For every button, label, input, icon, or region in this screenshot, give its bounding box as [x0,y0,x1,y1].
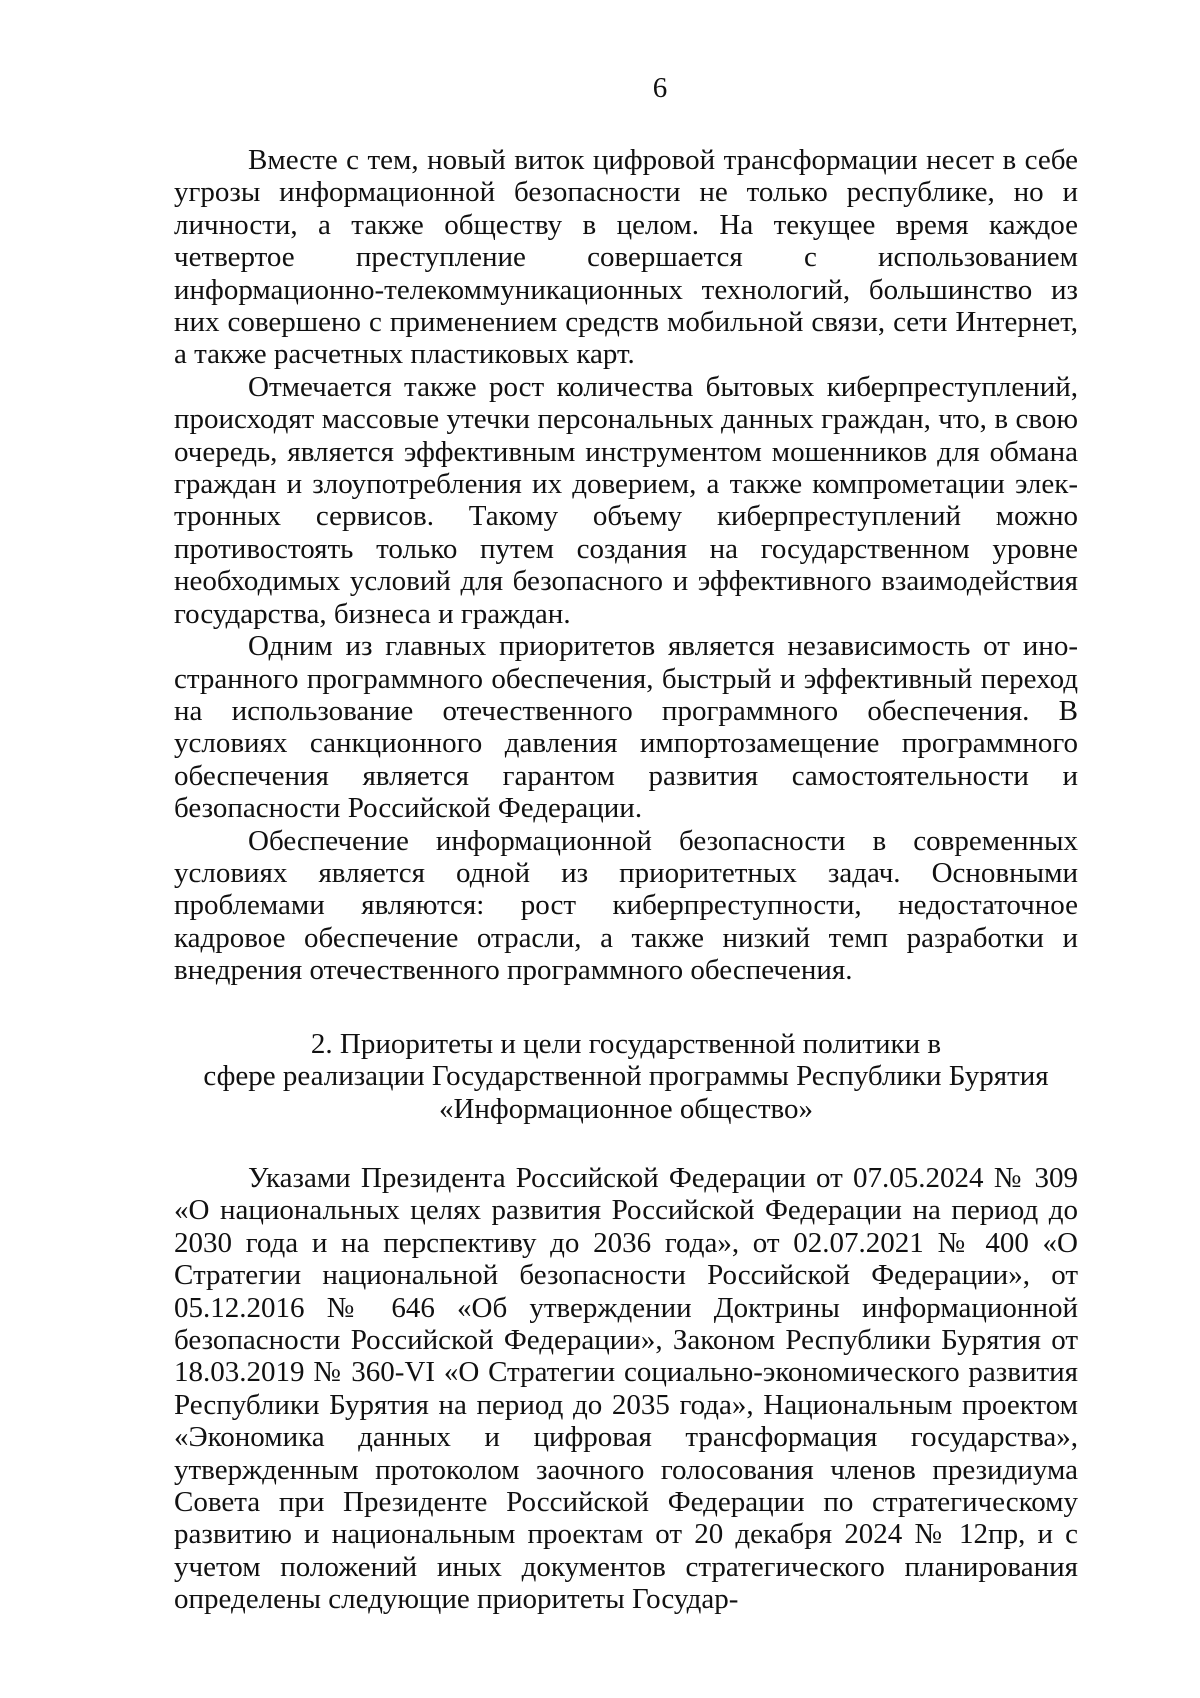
paragraph-digital-threats: Вместе с тем, новый виток цифровой трансформации несет в себе угрозы информационной безопасности не только республике, но и личности, а также обществу в целом. На текущее время каждое четвертое преступление совершается с использованием информационно-телекоммуникационных технологий, большинство из них совершено с применением средств мобильной связи, сети Интернет, а также расчетных пластиковых карт. [174,144,1078,371]
section-heading [174,1028,1078,1125]
paragraph-infosec-problems: Обеспечение информационной безопасности в современных условиях является одной из приоритетных задач. Основными проблемами являются: рост киберпреступности, недостаточное кадровое обеспечение отрасли, а также низкий темп разработки и внедрения отечественного программного обеспечения. [174,824,1078,987]
paragraph-cybercrime-growth: Отмечается также рост количества бытовых киберпреступлений, происходят массовые утечки персональных данных граждан, что, в свою очередь, является эффективным инструментом мошенников для обмана граждан и злоупотребления их доверием, а также компрометации электронных сервисов. Такому объему киберпреступлений можно противостоять только путем создания на государственном уровне необходимых условий для безопасного и эффективного взаимодействия государства, бизнеса и граждан. [174,370,1078,630]
section-heading-line-2: сфере реализации Государственной программы Республики Бурятия [203,1060,1049,1093]
text-block-bottom [174,1162,1078,1616]
paragraph-import-substitution: Одним из главных приоритетов является независимость от иностранного программного обеспечения, быстрый и эффективный переход на использование отечественного программного обеспечения. В условиях санкционного давления импортозамещение программного обеспечения является гарантом развития самостоятельности и безопасности Российской Федерации. [174,630,1078,825]
section-heading-line-1: 2. Приоритеты и цели государственной политики в [310,1028,942,1060]
text-block-top [174,144,1078,987]
paragraph-presidential-decrees: Указами Президента Российской Федерации от 07.05.2024 № 309 «О национальных целях развития Российской Федерации на период до 2030 года и на перспективу до 2036 года», от 02.07.2021 № 400 «О Стратегии национальной безопасности Российской Федерации», от 05.12.2016 № 646 «Об утверждении Доктрины информационной безопасности Российской Федерации», Законом Республики Бурятия от 18.03.2019 № 360-VI «О Стратегии социально-экономического развития Республики Бурятия на период до 2035 года», Национальным проектом «Экономика данных и цифровая трансформация государства», утвержденным протоколом заочного голосования членов президиума Совета при Президенте Российской Федерации по стратегическому развитию и национальным проектам от 20 декабря 2024 № 12пр, и с учетом положений иных документов стратегического планирования определены следующие приоритеты Государ- [174,1162,1078,1616]
section-heading-line-3: «Информационное общество» [438,1092,814,1125]
page-number: 6 [652,72,668,104]
